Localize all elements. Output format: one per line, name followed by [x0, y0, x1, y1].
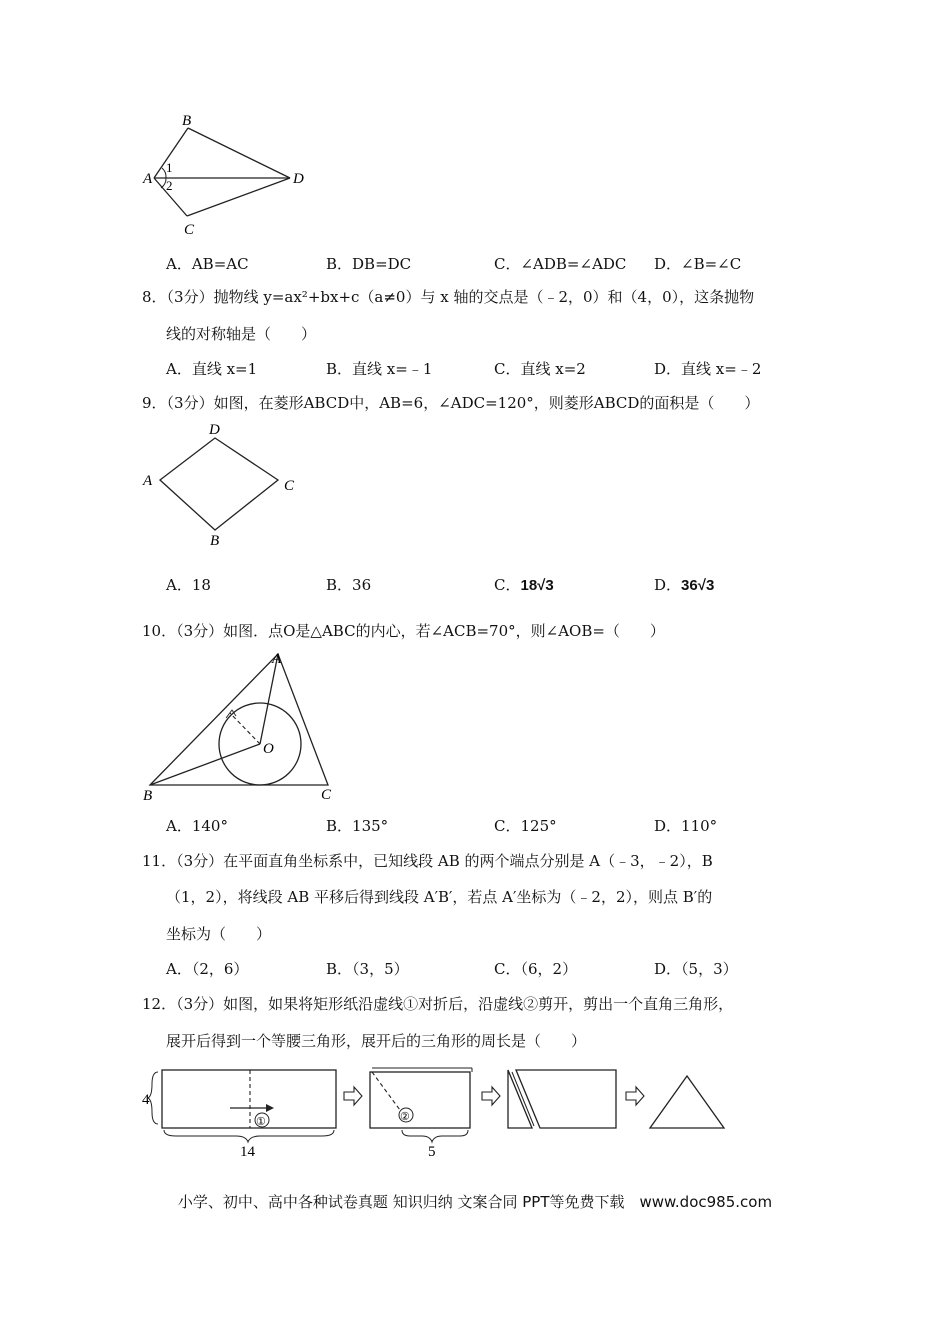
q10-label-a: A [272, 651, 282, 667]
q10-text-line1: 10．（3分）如图．点O是△ABC的内心，若∠ACB=70°，则∠AOB=（ ） [142, 622, 665, 640]
q12-figure [138, 1060, 738, 1160]
q7-figure [140, 110, 320, 240]
q9-option-c [494, 576, 554, 595]
q11-text-line1: 11．（3分）在平面直角坐标系中，已知线段 AB 的两个端点分别是 A（﹣3，﹣2），B [142, 852, 713, 870]
q9-option-a: A．18 [166, 576, 211, 594]
q7-label-1: 1 [166, 160, 173, 175]
q7-option-d: D．∠B=∠C [654, 255, 742, 273]
q11-option-c: C．（6，2） [494, 960, 578, 978]
q11-text-line3: 坐标为（ ） [166, 925, 272, 943]
q9-option-d-math: 36√3 [681, 577, 715, 594]
q12-fold1-label: ① [256, 1116, 266, 1128]
q7-option-a: A．AB=AC [166, 255, 249, 273]
q10-option-b: B．135° [326, 817, 389, 835]
q9-figure [140, 418, 310, 550]
q10-label-b: B [143, 788, 153, 804]
q11-option-b: B．（3，5） [326, 960, 409, 978]
q9-label-c: C [284, 478, 295, 494]
q7-label-d: D [293, 171, 304, 187]
q8-option-b: B．直线 x=﹣1 [326, 360, 433, 378]
q9-option-c-prefix: C． [494, 576, 521, 594]
q10-option-c: C．125° [494, 817, 557, 835]
q12-text-line2: 展开后得到一个等腰三角形，展开后的三角形的周长是（ ） [166, 1032, 587, 1050]
q9-text-line1: 9．（3分）如图，在菱形ABCD中，AB=6，∠ADC=120°，则菱形ABCD的面积是（ ） [142, 394, 760, 412]
q8-text-line2: 线的对称轴是（ ） [166, 325, 317, 343]
q8-option-d: D．直线 x=﹣2 [654, 360, 762, 378]
q9-option-c-math: 18√3 [520, 577, 554, 594]
q10-label-o: O [263, 741, 274, 757]
q11-option-a: A．（2，6） [166, 960, 249, 978]
q7-label-2: 2 [166, 178, 173, 193]
q11-text-line2: （1，2），将线段 AB 平移后得到线段 A′B′，若点 A′坐标为（﹣2，2），则点 B′的 [166, 888, 713, 906]
q10-option-d: D．110° [654, 817, 718, 835]
q7-option-c: C．∠ADB=∠ADC [494, 255, 627, 273]
q11-option-d: D．（5，3） [654, 960, 738, 978]
q9-label-b: B [210, 533, 220, 549]
q10-option-a: A．140° [166, 817, 228, 835]
q12-fold2-label: ② [400, 1111, 410, 1123]
q10-figure [140, 646, 340, 806]
q9-label-a: A [143, 473, 153, 489]
q12-text-line1: 12．（3分）如图，如果将矩形纸沿虚线①对折后，沿虚线②剪开，剪出一个直角三角形， [142, 995, 734, 1013]
q7-label-a: A [143, 171, 153, 187]
q7-label-b: B [182, 113, 192, 129]
q7-option-b: B．DB=DC [326, 255, 412, 273]
q8-text-line1: 8．（3分）抛物线 y=ax²+bx+c（a≠0）与 x 轴的交点是（﹣2，0）和（4，0），这条抛物 [142, 288, 755, 306]
q9-option-d-prefix: D． [654, 576, 682, 594]
q9-option-b: B．36 [326, 576, 372, 594]
q10-label-c: C [321, 787, 332, 803]
page-footer: 小学、初中、高中各种试卷真题 知识归纳 文案合同 PPT等免费下载 www.doc985.com [177, 1193, 773, 1211]
q8-option-c: C．直线 x=2 [494, 360, 586, 378]
q12-width-label: 14 [240, 1144, 255, 1160]
q8-option-a: A．直线 x=1 [166, 360, 258, 378]
q7-label-c: C [184, 222, 195, 238]
q12-height-label: 4 [142, 1092, 150, 1108]
q9-option-d [654, 576, 714, 595]
q12-cut-label: 5 [428, 1144, 436, 1160]
q9-label-d: D [209, 422, 220, 438]
